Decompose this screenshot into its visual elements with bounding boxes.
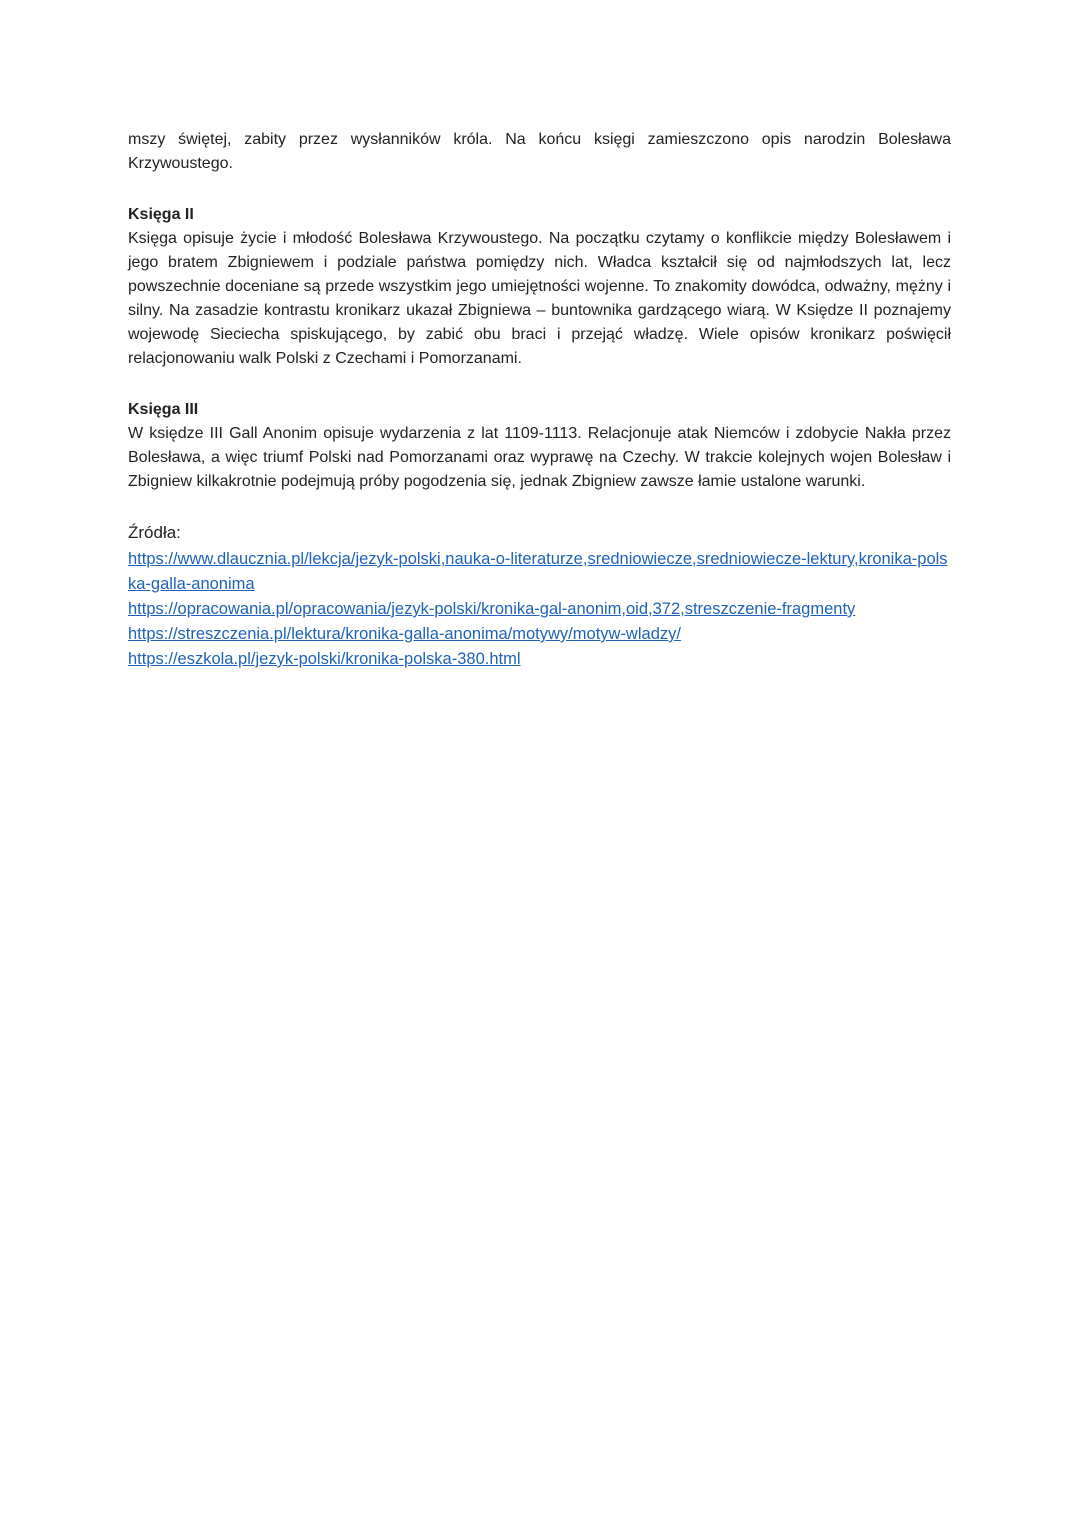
- sources-list: [128, 547, 951, 672]
- section-ksiega-ii: [128, 203, 951, 371]
- section-body: Księga opisuje życie i młodość Bolesława Krzywoustego. Na początku czytamy o konflikcie między Bolesławem i jego bratem Zbigniewem i podziale państwa pomiędzy nich. Władca kształcił się od najmłodszych lat, lecz powszechnie doceniane są przede wszystkim jego umiejętności wojenne. To znakomity dowódca, odważny, mężny i silny. Na zasadzie kontrastu kronikarz ukazał Zbigniewa – buntownika gardzącego wiarą. W Księdze II poznajemy wojewodę Sieciecha spiskującego, by zabić obu braci i przejąć władzę. Wiele opisów kronikarz poświęcił relacjonowaniu walk Polski z Czechami i Pomorzanami.: [128, 230, 951, 367]
- source-link[interactable]: https://streszczenia.pl/lektura/kronika-galla-anonima/motywy/motyw-wladzy/: [128, 625, 681, 643]
- source-link[interactable]: https://eszkola.pl/jezyk-polski/kronika-polska-380.html: [128, 650, 521, 668]
- section-body: W księdze III Gall Anonim opisuje wydarzenia z lat 1109-1113. Relacjonuje atak Niemców i zdobycie Nakła przez Bolesława, a więc triumf Polski nad Pomorzanami oraz wyprawę na Czechy. W trakcie kolejnych wojen Bolesław i Zbigniew kilkakrotnie podejmują próby pogodzenia się, jednak Zbigniew zawsze łamie ustalone warunki.: [128, 425, 951, 490]
- source-link[interactable]: https://www.dlaucznia.pl/lekcja/jezyk-polski,nauka-o-literaturze,sredniowiecze,sredniowiecze-lektury,kronika-polska-galla-anonima: [128, 550, 948, 593]
- source-link[interactable]: https://opracowania.pl/opracowania/jezyk-polski/kronika-gal-anonim,oid,372,streszczenie-fragmenty: [128, 600, 856, 618]
- list-item: [128, 597, 951, 622]
- list-item: [128, 622, 951, 647]
- document-page: [128, 128, 951, 672]
- section-heading: Księga III: [128, 401, 199, 418]
- section-ksiega-iii: [128, 398, 951, 494]
- sources-label: Źródła:: [128, 523, 181, 542]
- section-heading: Księga II: [128, 206, 194, 223]
- intro-paragraph: mszy świętej, zabity przez wysłanników króla. Na końcu księgi zamieszczono opis narodzin Bolesława Krzywoustego.: [128, 131, 951, 172]
- sources-block: [128, 521, 951, 672]
- list-item: [128, 647, 951, 672]
- list-item: [128, 547, 951, 597]
